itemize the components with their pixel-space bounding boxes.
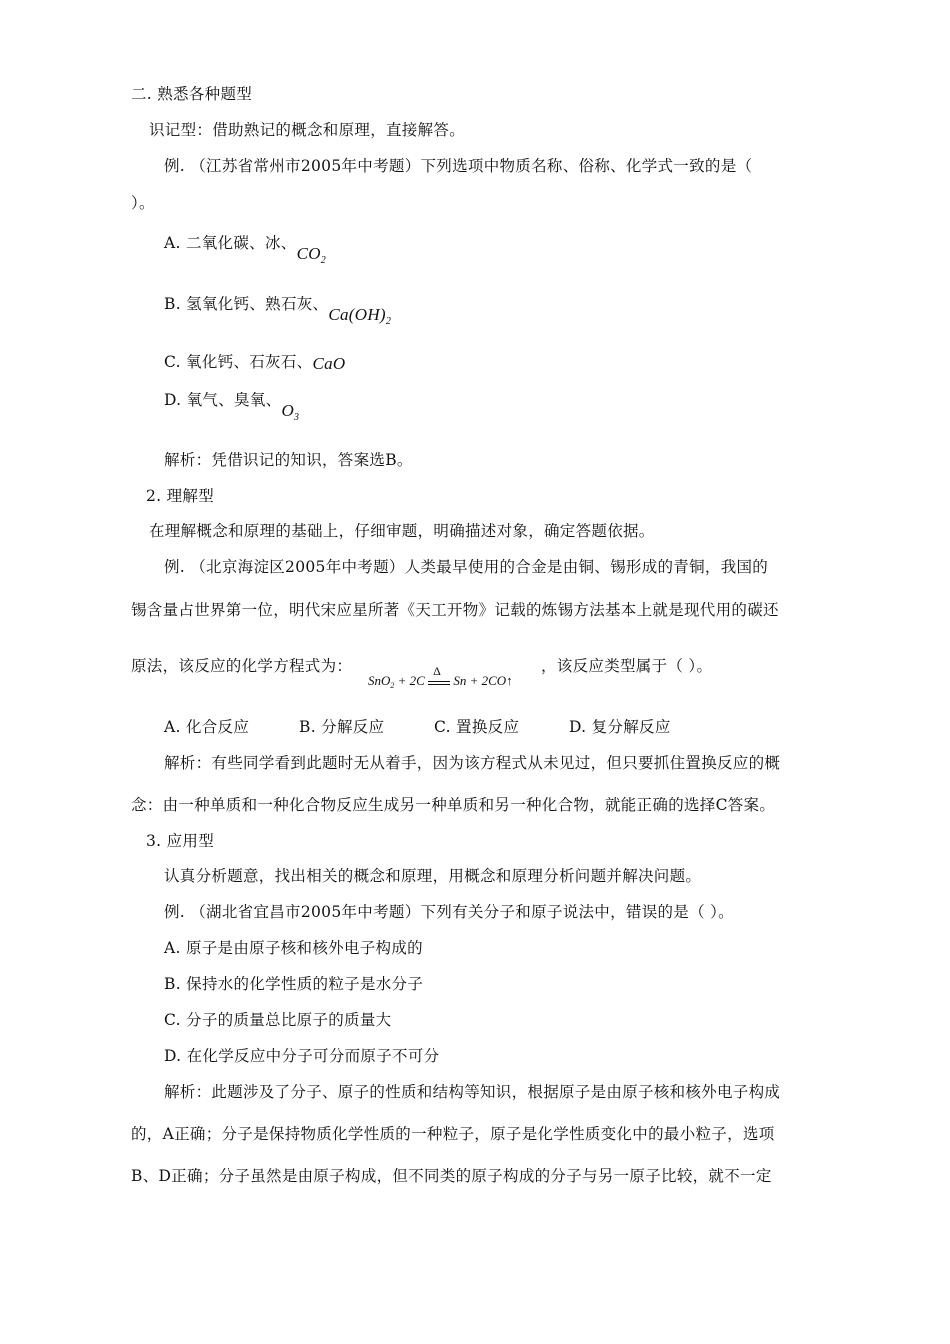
example-3-option-d: D. 在化学反应中分子可分而原子不可分 <box>164 1047 440 1065</box>
example-1-question: 例. （江苏省常州市2005年中考题）下列选项中物质名称、俗称、化学式一致的是（ <box>164 157 753 175</box>
section-heading: 二. 熟悉各种题型 <box>131 85 253 103</box>
example-2-choices <box>164 717 671 737</box>
option-a-formula: $CO_2$ <box>296 244 327 266</box>
option-b-formula: $Ca(OH)_2$ <box>328 305 392 327</box>
example-3-analysis-line3: B、D正确；分子虽然是由原子构成，但不同类的原子构成的分子与另一原子比较，就不一定 <box>131 1167 772 1185</box>
option-d-text: D. 氧气、臭氧、 <box>164 391 282 409</box>
type-understanding-intro: 在理解概念和原理的基础上，仔细审题，明确描述对象，确定答题依据。 <box>149 522 655 540</box>
example-3-analysis-line2: 的，A正确；分子是保持物质化学性质的一种粒子，原子是化学性质变化中的最小粒子，选项 <box>131 1125 775 1143</box>
choice-a: A. 化合反应 <box>164 718 250 736</box>
example-3-option-a: A. 原子是由原子核和核外电子构成的 <box>164 939 423 957</box>
example-3-option-b: B. 保持水的化学性质的粒子是水分子 <box>164 975 424 993</box>
option-c-formula: CaO <box>312 354 346 373</box>
option-c <box>164 352 346 372</box>
example-1-question-end: ）。 <box>131 194 155 212</box>
example-2-analysis-line2: 念：由一种单质和一种化合物反应生成另一种单质和另一种化合物，就能正确的选择C答案。 <box>131 796 776 814</box>
type-application-intro: 认真分析题意，找出相关的概念和原理，用概念和原理分析问题并解决问题。 <box>164 867 702 885</box>
choice-d: D. 复分解反应 <box>569 718 671 736</box>
option-c-text: C. 氧化钙、石灰石、 <box>164 353 313 371</box>
example-3-analysis-line1: 解析：此题涉及了分子、原子的性质和结构等知识，根据原子是由原子核和核外电子构成 <box>164 1083 781 1101</box>
example-3-option-c: C. 分子的质量总比原子的质量大 <box>164 1011 392 1029</box>
example-3-question: 例. （湖北省宜昌市2005年中考题）下列有关分子和原子说法中，错误的是（ ）。 <box>164 903 734 921</box>
choice-c: C. 置换反应 <box>434 718 520 736</box>
section-2-heading: 2. 理解型 <box>146 487 215 505</box>
type-recall-intro: 识记型：借助熟记的概念和原理，直接解答。 <box>149 121 466 139</box>
option-d <box>164 390 300 423</box>
example-2-question-tail: ，该反应类型属于（ ）。 <box>541 657 713 675</box>
option-b <box>164 294 392 327</box>
example-2-question-line3: 原法，该反应的化学方程式为： <box>131 657 353 675</box>
example-2-analysis-line1: 解析：有些同学看到此题时无从着手，因为该方程式从未见过，但只要抓住置换反应的概 <box>164 754 781 772</box>
section-3-heading: 3. 应用型 <box>146 832 215 850</box>
option-a-text: A. 二氧化碳、冰、 <box>164 234 297 252</box>
choice-b: B. 分解反应 <box>299 718 385 736</box>
example-1-analysis: 解析：凭借识记的知识，答案选B。 <box>164 451 413 469</box>
heat-condition-sign: Δ <box>428 678 450 685</box>
example-2-question-line1: 例. （北京海淀区2005年中考题）人类最早使用的合金是由铜、锡形成的青铜，我国的 <box>164 558 769 576</box>
option-b-text: B. 氢氧化钙、熟石灰、 <box>164 295 329 313</box>
chemical-equation: SnO$_2$ + 2C Δ Sn + 2CO↑ <box>368 664 513 690</box>
option-d-formula: $O_3$ <box>281 401 300 423</box>
option-a <box>164 233 327 266</box>
example-2-question-line2: 锡含量占世界第一位，明代宋应星所著《天工开物》记载的炼锡方法基本上就是现代用的碳还 <box>131 601 779 619</box>
